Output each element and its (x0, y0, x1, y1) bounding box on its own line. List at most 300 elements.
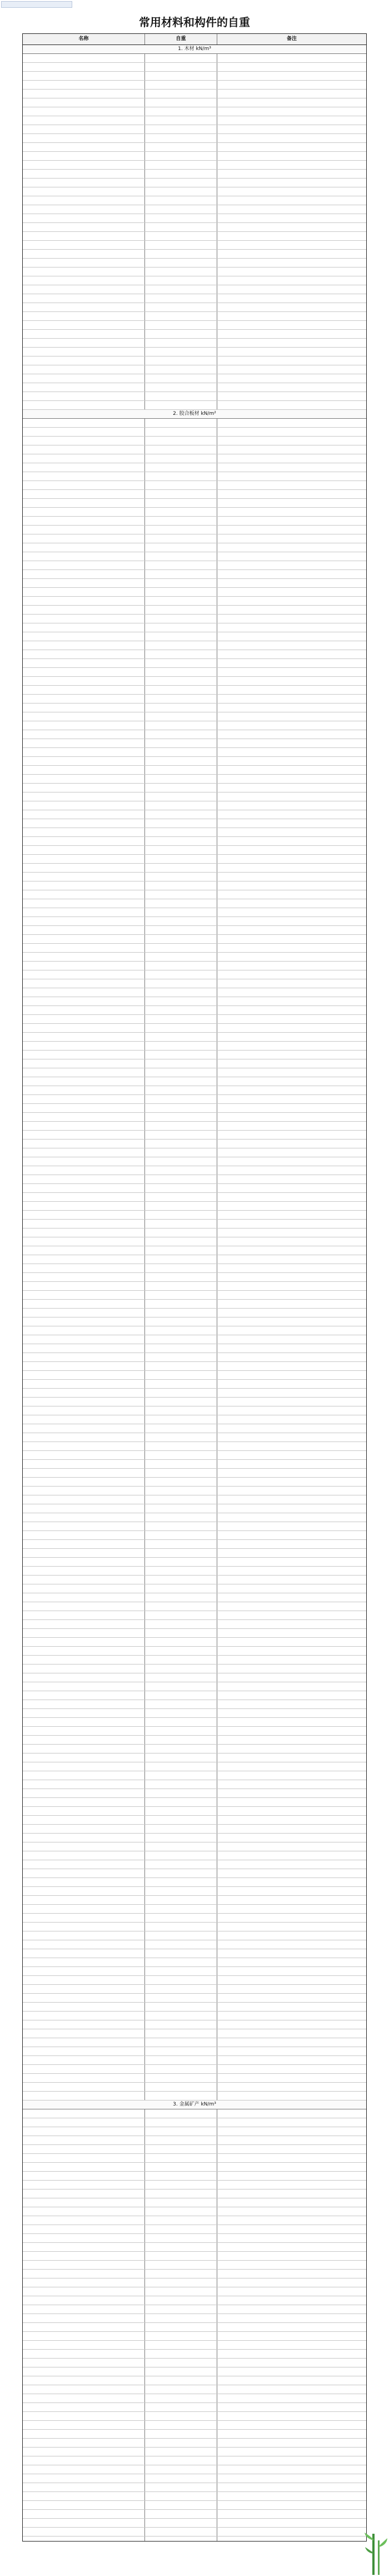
table-cell-weight (145, 1344, 217, 1353)
table-cell-weight (145, 2430, 217, 2438)
table-cell-note (217, 2154, 366, 2162)
site-logo[interactable] (1, 1, 72, 8)
table-row (23, 2163, 366, 2172)
table-cell-weight (145, 2047, 217, 2055)
table-cell-weight (145, 953, 217, 961)
table-cell-note (217, 1362, 366, 1370)
table-cell-name (23, 543, 145, 552)
table-row (23, 2012, 366, 2020)
table-cell-note (217, 2492, 366, 2500)
table-cell-weight (145, 2492, 217, 2500)
table-row (23, 846, 366, 855)
table-cell-note (217, 2047, 366, 2055)
table-row (23, 552, 366, 561)
table-cell-name (23, 2483, 145, 2491)
table-row (23, 2394, 366, 2403)
table-cell-weight (145, 490, 217, 498)
table-cell-name (23, 1522, 145, 1530)
table-cell-note (217, 267, 366, 276)
table-cell-weight (145, 1433, 217, 1441)
table-row (23, 1771, 366, 1780)
table-cell-weight (145, 1157, 217, 1166)
table-cell-name (23, 988, 145, 997)
table-row (23, 766, 366, 775)
table-cell-name (23, 1051, 145, 1059)
table-row (23, 917, 366, 926)
table-cell-name (23, 81, 145, 89)
table-cell-note (217, 2421, 366, 2429)
table-cell-name (23, 1753, 145, 1762)
table-cell-name (23, 1095, 145, 1103)
table-cell-name (23, 2181, 145, 2189)
table-cell-weight (145, 864, 217, 872)
table-cell-weight (145, 704, 217, 712)
table-cell-name (23, 2020, 145, 2029)
table-cell-weight (145, 98, 217, 107)
table-row (23, 250, 366, 259)
table-cell-name (23, 2012, 145, 2020)
table-cell-note (217, 908, 366, 917)
table-cell-note (217, 534, 366, 543)
table-cell-note (217, 632, 366, 641)
table-row (23, 1620, 366, 1629)
table-cell-note (217, 2403, 366, 2411)
table-row (23, 801, 366, 810)
table-cell-note (217, 2261, 366, 2269)
table-cell-note (217, 1842, 366, 1851)
table-row (23, 2189, 366, 2198)
table-cell-note (217, 1291, 366, 1299)
table-cell-name (23, 339, 145, 347)
table-cell-weight (145, 2474, 217, 2483)
table-cell-weight (145, 1148, 217, 1157)
table-cell-name (23, 2528, 145, 2536)
table-cell-note (217, 294, 366, 303)
table-cell-name (23, 1211, 145, 1219)
table-cell-note (217, 1398, 366, 1406)
table-cell-weight (145, 374, 217, 383)
table-cell-name (23, 499, 145, 507)
table-cell-weight (145, 1264, 217, 1272)
table-row (23, 2261, 366, 2270)
table-cell-note (217, 454, 366, 463)
table-cell-note (217, 650, 366, 658)
table-cell-note (217, 1869, 366, 1877)
table-cell-name (23, 321, 145, 329)
table-cell-name (23, 1745, 145, 1753)
table-row (23, 1228, 366, 1237)
table-cell-weight (145, 695, 217, 703)
table-cell-weight (145, 2092, 217, 2100)
table-cell-note (217, 775, 366, 783)
table-cell-name (23, 2501, 145, 2509)
table-row (23, 2038, 366, 2047)
table-cell-name (23, 2350, 145, 2358)
table-cell-name (23, 98, 145, 107)
table-cell-weight (145, 1300, 217, 1308)
table-cell-name (23, 534, 145, 543)
table-cell-name (23, 1540, 145, 1548)
table-cell-note (217, 1006, 366, 1014)
table-cell-weight (145, 1611, 217, 1619)
table-cell-note (217, 1353, 366, 1361)
table-row (23, 232, 366, 241)
table-cell-note (217, 1931, 366, 1940)
table-cell-name (23, 615, 145, 623)
table-cell-name (23, 997, 145, 1005)
table-cell-note (217, 2225, 366, 2233)
table-cell-name (23, 890, 145, 899)
table-row (23, 2225, 366, 2234)
table-cell-weight (145, 1842, 217, 1851)
table-cell-name (23, 276, 145, 285)
table-cell-name (23, 330, 145, 338)
table-cell-note (217, 570, 366, 578)
table-cell-weight (145, 597, 217, 605)
table-cell-note (217, 970, 366, 979)
table-cell-weight (145, 365, 217, 374)
table-cell-name (23, 463, 145, 472)
table-cell-name (23, 730, 145, 739)
table-cell-name (23, 2341, 145, 2349)
table-row (23, 908, 366, 917)
table-cell-note (217, 1451, 366, 1459)
table-cell-name (23, 1727, 145, 1735)
table-cell-note (217, 1335, 366, 1344)
table-cell-name (23, 2207, 145, 2216)
table-row (23, 615, 366, 623)
table-cell-name (23, 1611, 145, 1619)
table-cell-weight (145, 899, 217, 908)
table-cell-note (217, 401, 366, 409)
table-cell-note (217, 2163, 366, 2171)
table-cell-note (217, 1033, 366, 1041)
table-row (23, 1006, 366, 1015)
table-cell-weight (145, 517, 217, 525)
table-cell-weight (145, 428, 217, 436)
table-cell-weight (145, 445, 217, 454)
table-row (23, 1825, 366, 1834)
table-row (23, 1709, 366, 1718)
table-cell-name (23, 179, 145, 187)
table-cell-note (217, 116, 366, 125)
table-cell-weight (145, 2367, 217, 2376)
table-cell-name (23, 766, 145, 774)
table-cell-name (23, 1736, 145, 1744)
table-cell-note (217, 1958, 366, 1966)
table-row (23, 2519, 366, 2528)
table-cell-name (23, 214, 145, 222)
table-cell-weight (145, 1460, 217, 1468)
table-cell-weight (145, 1584, 217, 1593)
table-section-title: 3. 金属矿产 kN/m³ (173, 2102, 216, 2107)
table-cell-weight (145, 1602, 217, 1611)
table-cell-weight (145, 2181, 217, 2189)
table-cell-note (217, 481, 366, 489)
table-cell-weight (145, 2483, 217, 2491)
table-row (23, 170, 366, 179)
table-row (23, 935, 366, 944)
table-cell-name (23, 2118, 145, 2127)
table-cell-name (23, 1985, 145, 1993)
table-cell-name (23, 2385, 145, 2394)
table-cell-weight (145, 1033, 217, 1041)
table-cell-note (217, 1406, 366, 1415)
table-cell-name (23, 1148, 145, 1157)
table-cell-note (217, 1896, 366, 1904)
table-cell-note (217, 1540, 366, 1548)
table-cell-weight (145, 979, 217, 988)
table-cell-note (217, 1638, 366, 1646)
table-cell-note (217, 152, 366, 160)
table-cell-weight (145, 2394, 217, 2402)
table-row (23, 1869, 366, 1878)
table-cell-weight (145, 1620, 217, 1628)
table-cell-weight (145, 1059, 217, 1068)
table-cell-weight (145, 1727, 217, 1735)
table-row (23, 1300, 366, 1309)
table-cell-name (23, 312, 145, 320)
table-cell-weight (145, 2519, 217, 2527)
table-cell-weight (145, 784, 217, 792)
table-cell-weight (145, 1317, 217, 1326)
table-cell-weight (145, 356, 217, 365)
table-cell-note (217, 1860, 366, 1869)
table-cell-note (217, 2519, 366, 2527)
table-cell-note (217, 2172, 366, 2180)
table-cell-name (23, 712, 145, 721)
table-cell-name (23, 1842, 145, 1851)
table-row (23, 526, 366, 534)
table-cell-weight (145, 1353, 217, 1361)
table-cell-note (217, 312, 366, 320)
table-cell-note (217, 1211, 366, 1219)
table-cell-name (23, 152, 145, 160)
table-cell-weight (145, 2234, 217, 2242)
table-cell-note (217, 1220, 366, 1228)
table-cell-note (217, 810, 366, 819)
table-row (23, 1211, 366, 1220)
table-cell-weight (145, 1220, 217, 1228)
table-row (23, 2181, 366, 2189)
table-cell-name (23, 1896, 145, 1904)
table-cell-weight (145, 2314, 217, 2322)
table-row (23, 1380, 366, 1389)
table-cell-name (23, 1006, 145, 1014)
table-cell-name (23, 846, 145, 854)
table-cell-note (217, 1780, 366, 1789)
table-cell-weight (145, 1077, 217, 1086)
table-cell-note (217, 1745, 366, 1753)
table-cell-weight (145, 1184, 217, 1192)
table-cell-name (23, 1905, 145, 1913)
table-row (23, 2109, 366, 2118)
table-row (23, 855, 366, 864)
table-cell-note (217, 1629, 366, 1637)
table-row (23, 90, 366, 98)
table-row (23, 739, 366, 748)
table-cell-weight (145, 1869, 217, 1877)
table-cell-name (23, 1335, 145, 1344)
table-cell-note (217, 107, 366, 116)
table-cell-note (217, 1531, 366, 1539)
table-cell-note (217, 881, 366, 890)
table-cell-weight (145, 1113, 217, 1121)
table-cell-weight (145, 677, 217, 685)
table-cell-name (23, 623, 145, 632)
table-cell-weight (145, 63, 217, 71)
table-cell-note (217, 1691, 366, 1700)
table-cell-name (23, 1629, 145, 1637)
table-row (23, 392, 366, 401)
table-cell-name (23, 2065, 145, 2073)
table-cell-name (23, 641, 145, 650)
table-row (23, 321, 366, 330)
table-row (23, 1326, 366, 1335)
table-row (23, 819, 366, 828)
table-cell-note (217, 1994, 366, 2002)
table-cell-weight (145, 1389, 217, 1397)
table-cell-name (23, 2154, 145, 2162)
table-cell-weight (145, 214, 217, 222)
table-cell-name (23, 2305, 145, 2314)
table-cell-weight (145, 401, 217, 409)
table-cell-name (23, 401, 145, 409)
table-cell-name (23, 1353, 145, 1361)
table-cell-weight (145, 1967, 217, 1975)
table-row (23, 116, 366, 125)
table-cell-name (23, 962, 145, 970)
table-cell-weight (145, 294, 217, 303)
table-cell-note (217, 917, 366, 925)
table-cell-note (217, 2270, 366, 2278)
table-cell-note (217, 579, 366, 587)
table-cell-weight (145, 1949, 217, 1958)
table-cell-name (23, 1940, 145, 1949)
table-cell-note (217, 2412, 366, 2420)
table-row (23, 1220, 366, 1228)
table-row (23, 686, 366, 695)
table-row (23, 2287, 366, 2296)
table-cell-note (217, 2216, 366, 2225)
table-row (23, 1077, 366, 1086)
table-cell-name (23, 2519, 145, 2527)
table-row (23, 2367, 366, 2376)
table-row (23, 1166, 366, 1175)
table-cell-note (217, 2448, 366, 2456)
table-cell-note (217, 828, 366, 836)
table-cell-note (217, 2092, 366, 2100)
table-cell-name (23, 1309, 145, 1317)
table-cell-weight (145, 1131, 217, 1139)
table-cell-note (217, 321, 366, 329)
table-cell-note (217, 1433, 366, 1441)
table-cell-weight (145, 526, 217, 534)
table-cell-weight (145, 2465, 217, 2474)
table-row (23, 2074, 366, 2083)
table-row (23, 2403, 366, 2412)
table-cell-name (23, 1291, 145, 1299)
table-cell-note (217, 1673, 366, 1682)
table-cell-weight (145, 1851, 217, 1860)
table-cell-weight (145, 534, 217, 543)
table-cell-name (23, 72, 145, 80)
table-cell-note (217, 2127, 366, 2136)
table-cell-name (23, 579, 145, 587)
table-cell-note (217, 1736, 366, 1744)
table-section-row (23, 45, 366, 54)
table-row (23, 1513, 366, 1522)
table-cell-note (217, 2332, 366, 2340)
table-cell-note (217, 1558, 366, 1566)
table-cell-weight (145, 2127, 217, 2136)
table-cell-note (217, 2278, 366, 2287)
table-cell-weight (145, 2172, 217, 2180)
table-cell-name (23, 2376, 145, 2385)
table-cell-name (23, 1860, 145, 1869)
table-cell-note (217, 712, 366, 721)
table-cell-name (23, 2083, 145, 2091)
table-cell-weight (145, 2198, 217, 2207)
table-cell-weight (145, 1825, 217, 1833)
table-row (23, 2092, 366, 2101)
table-row (23, 1371, 366, 1380)
table-cell-note (217, 1051, 366, 1059)
table-cell-name (23, 419, 145, 427)
table-cell-weight (145, 2359, 217, 2367)
table-cell-weight (145, 588, 217, 596)
table-cell-name (23, 739, 145, 747)
table-cell-name (23, 481, 145, 489)
table-row (23, 2528, 366, 2537)
table-cell-name (23, 1487, 145, 1495)
table-row (23, 303, 366, 312)
table-row (23, 330, 366, 339)
table-cell-name (23, 2109, 145, 2118)
table-cell-weight (145, 481, 217, 489)
table-row (23, 1095, 366, 1104)
table-cell-weight (145, 552, 217, 561)
table-cell-note (217, 2287, 366, 2296)
table-cell-note (217, 2118, 366, 2127)
table-cell-name (23, 170, 145, 178)
table-cell-note (217, 98, 366, 107)
table-cell-weight (145, 2074, 217, 2082)
table-cell-note (217, 1487, 366, 1495)
table-cell-note (217, 837, 366, 845)
table-row (23, 543, 366, 552)
table-row (23, 2492, 366, 2501)
table-cell-weight (145, 997, 217, 1005)
table-cell-name (23, 2492, 145, 2500)
table-cell-weight (145, 1104, 217, 1112)
table-row (23, 570, 366, 579)
table-row (23, 267, 366, 276)
table-cell-name (23, 819, 145, 828)
table-cell-note (217, 1113, 366, 1121)
table-row (23, 1780, 366, 1789)
table-row (23, 1335, 366, 1344)
table-row (23, 2278, 366, 2287)
table-cell-name (23, 1869, 145, 1877)
table-row (23, 1531, 366, 1540)
table-cell-name (23, 1362, 145, 1370)
table-row (23, 1593, 366, 1602)
table-cell-weight (145, 1522, 217, 1530)
table-cell-name (23, 2243, 145, 2251)
table-row (23, 1931, 366, 1940)
table-row (23, 1282, 366, 1291)
